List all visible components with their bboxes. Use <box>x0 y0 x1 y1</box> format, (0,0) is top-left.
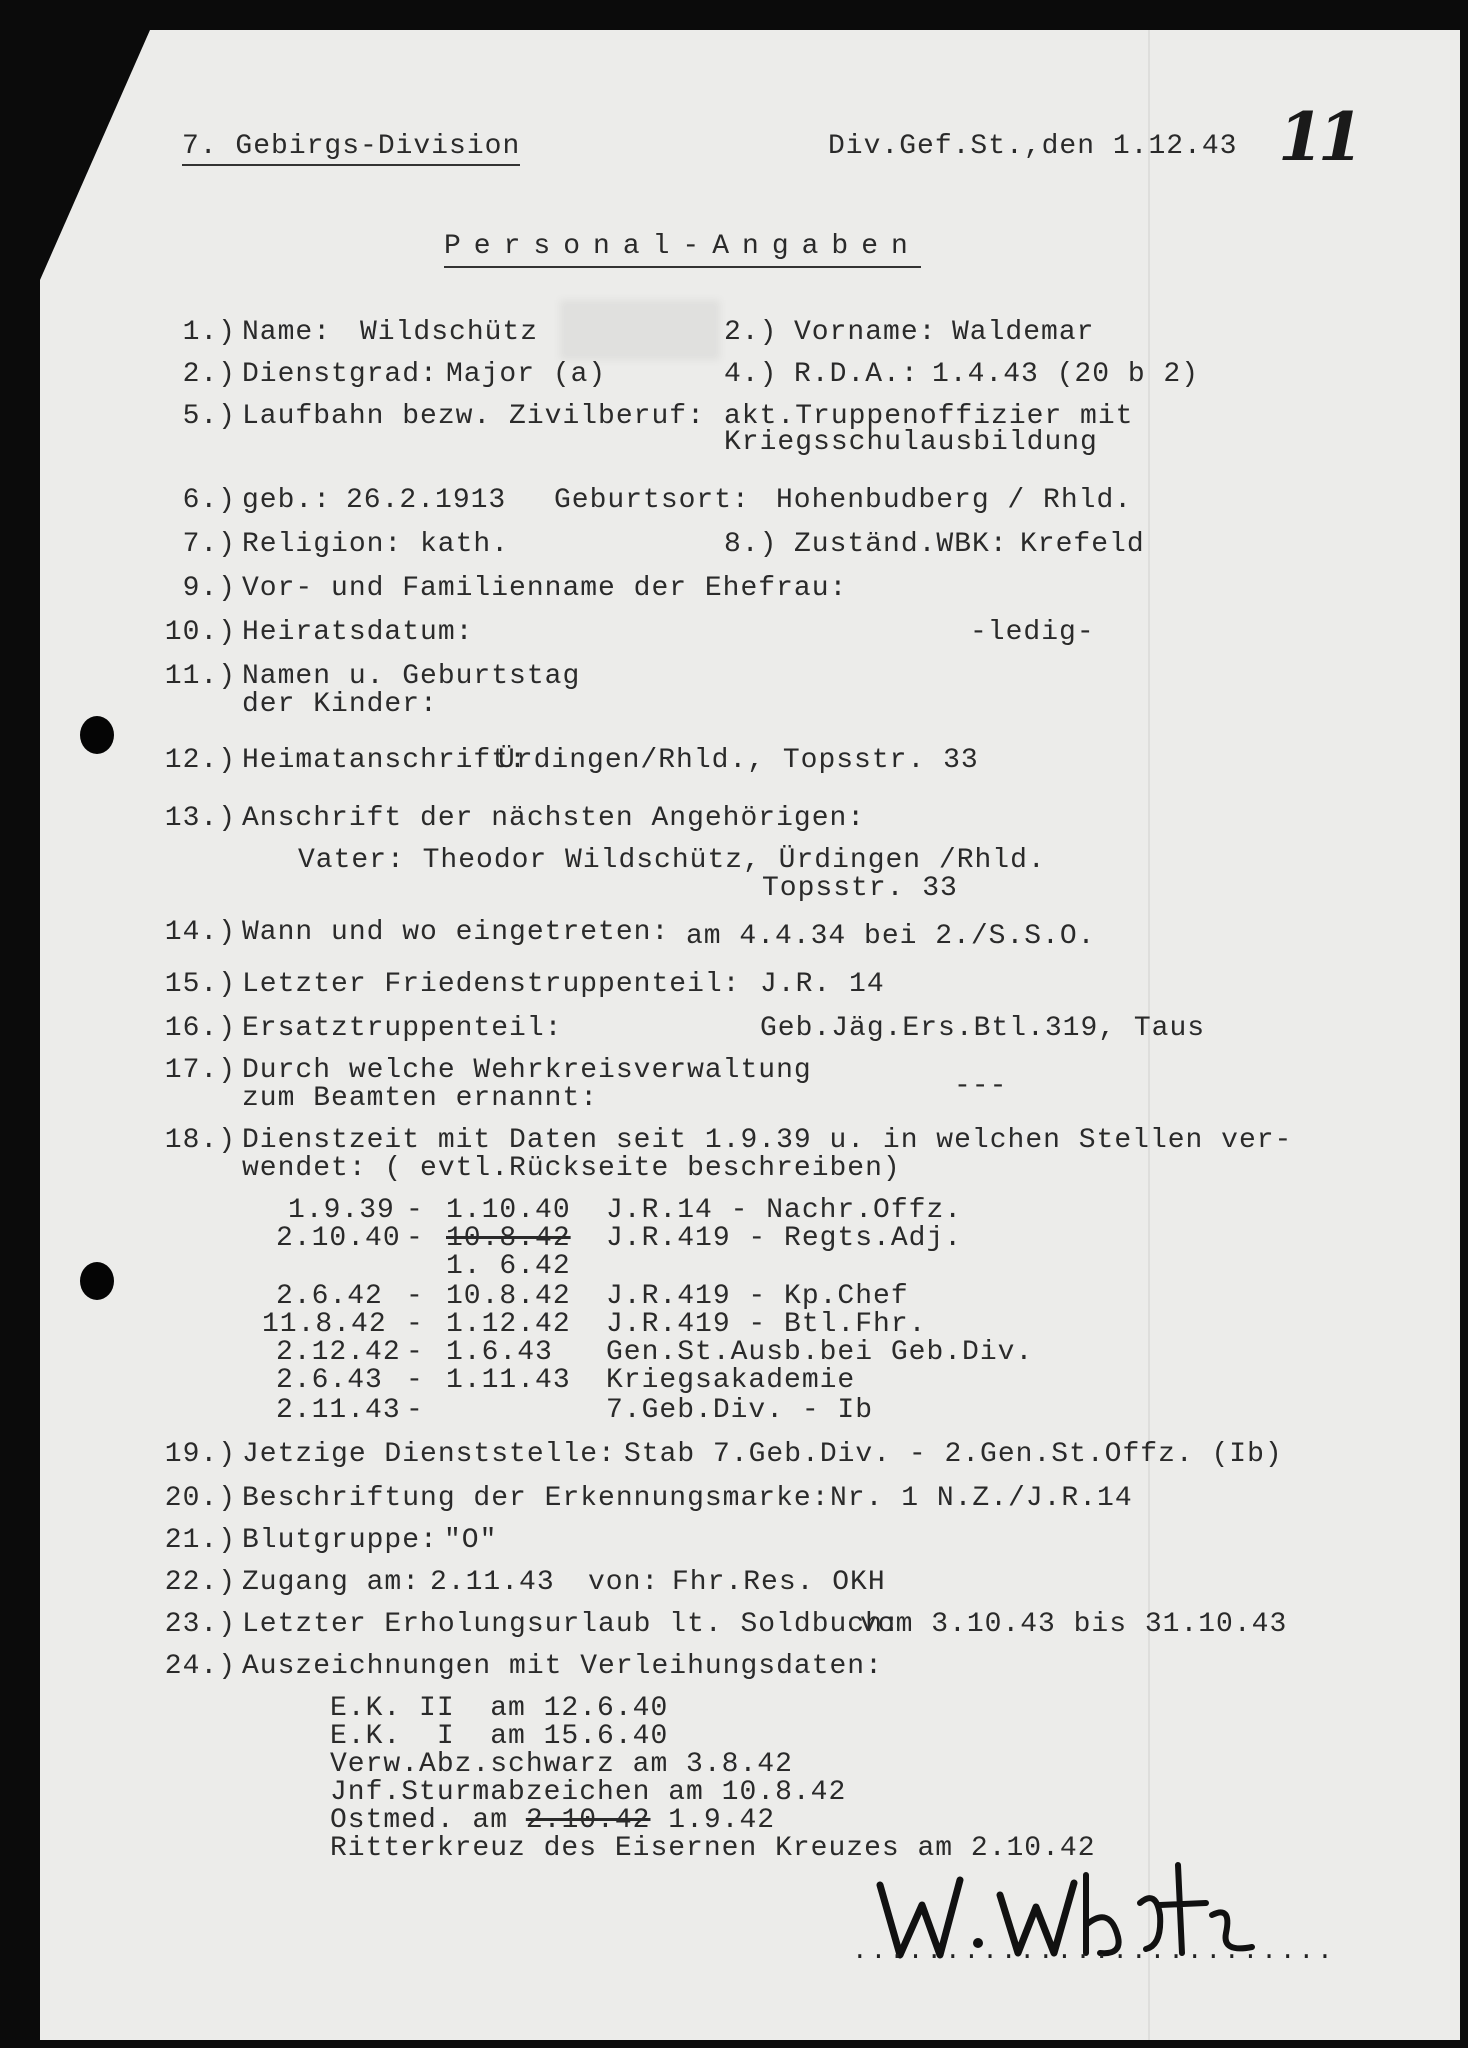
field-number: 9.) <box>182 573 236 604</box>
field-value: --- <box>954 1071 1008 1102</box>
field-label: Letzter Erholungsurlaub lt. Soldbuch: <box>242 1609 901 1640</box>
service-from: 2.10.40 <box>276 1223 401 1254</box>
service-to-struck: 10.8.42 <box>446 1223 571 1254</box>
field-label: Heiratsdatum: <box>242 617 474 648</box>
field-label: Vorname: <box>794 317 937 348</box>
field-label: der Kinder: <box>242 689 438 720</box>
field-number: 2.) <box>724 317 778 348</box>
field-number: 19.) <box>164 1439 236 1470</box>
field-label: Durch welche Wehrkreisverwaltung <box>242 1055 812 1086</box>
field-label: Zugang am: <box>242 1567 421 1598</box>
field-label: Blutgruppe: <box>242 1525 438 1556</box>
award-text: 1.9.42 <box>650 1805 776 1836</box>
field-label: geb.: <box>242 485 332 516</box>
field-value: Waldemar <box>952 317 1095 348</box>
field-number: 10.) <box>164 617 236 648</box>
field-number: 5.) <box>182 401 236 432</box>
field-label: Anschrift der nächsten Angehörigen: <box>242 803 866 834</box>
service-dash: - <box>406 1309 424 1340</box>
award-struck-date: 2.10.42 <box>525 1805 651 1836</box>
service-unit: J.R.419 - Kp.Chef <box>606 1281 909 1312</box>
field-value: Vater: Theodor Wildschütz, Ürdingen /Rhld. <box>298 845 1046 876</box>
field-value: 2.11.43 <box>430 1567 555 1598</box>
field-label: Ersatztruppenteil: <box>242 1013 563 1044</box>
field-number: 4.) <box>724 359 778 390</box>
field-label: Jetzige Dienststelle: <box>242 1439 616 1470</box>
field-number: 14.) <box>164 917 236 948</box>
field-label: Beschriftung der Erkennungsmarke: <box>242 1483 830 1514</box>
punch-hole-bottom <box>80 1262 114 1300</box>
field-value: vom 3.10.43 bis 31.10.43 <box>860 1609 1288 1640</box>
faded-stamp <box>560 300 720 360</box>
service-from: 2.12.42 <box>276 1337 401 1368</box>
service-dash: - <box>406 1395 424 1426</box>
service-dash: - <box>406 1337 424 1368</box>
field-label: Wann und wo eingetreten: <box>242 917 670 948</box>
field-value: Hohenbudberg / Rhld. <box>776 485 1133 516</box>
service-unit: J.R.419 - Btl.Fhr. <box>606 1309 927 1340</box>
service-dash: - <box>406 1365 424 1396</box>
field-number: 23.) <box>164 1609 236 1640</box>
service-unit: J.R.14 - Nachr.Offz. <box>606 1195 963 1226</box>
field-label: Letzter Friedenstruppenteil: <box>242 969 741 1000</box>
service-unit: Gen.St.Ausb.bei Geb.Div. <box>606 1337 1034 1368</box>
service-to: 1.12.42 <box>446 1309 571 1340</box>
field-value: 26.2.1913 <box>346 485 507 516</box>
service-to: 1.11.43 <box>446 1365 571 1396</box>
award-item: Jnf.Sturmabzeichen am 10.8.42 <box>330 1777 847 1808</box>
field-number: 17.) <box>164 1055 236 1086</box>
service-to: 1.6.43 <box>446 1337 553 1368</box>
field-number: 20.) <box>164 1483 236 1514</box>
field-number: 2.) <box>182 359 236 390</box>
field-value: am 4.4.34 bei 2./S.S.O. <box>686 921 1096 952</box>
field-value: 1.4.43 (20 b 2) <box>932 359 1200 390</box>
field-number: 11.) <box>164 661 236 692</box>
place-date: Div.Gef.St.,den 1.12.43 <box>828 131 1238 162</box>
service-unit: 7.Geb.Div. - Ib <box>606 1395 874 1426</box>
field-value: Wildschütz <box>360 317 539 348</box>
field-value: Kriegsschulausbildung <box>724 427 1098 458</box>
field-number: 13.) <box>164 803 236 834</box>
field-number: 6.) <box>182 485 236 516</box>
field-value: J.R. 14 <box>760 969 885 1000</box>
service-from: 2.6.42 <box>276 1281 383 1312</box>
field-label: von: <box>588 1567 660 1598</box>
field-number: 12.) <box>164 745 236 776</box>
award-item: E.K. I am 15.6.40 <box>330 1721 669 1752</box>
service-from: 11.8.42 <box>262 1309 387 1340</box>
field-label: Religion: <box>242 529 403 560</box>
field-label: R.D.A.: <box>794 359 919 390</box>
service-dash: - <box>406 1281 424 1312</box>
division-header: 7. Gebirgs-Division <box>182 132 520 166</box>
award-item <box>330 1806 775 1836</box>
field-value: -ledig- <box>970 617 1095 648</box>
signature-dotted-line: .......................... <box>852 1936 1336 1966</box>
field-number: 16.) <box>164 1013 236 1044</box>
field-value: Ürdingen/Rhld., Topsstr. 33 <box>498 745 979 776</box>
field-label: Geburtsort: <box>554 485 750 516</box>
service-unit: Kriegsakademie <box>606 1365 856 1396</box>
field-label: Name: <box>242 317 332 348</box>
service-from: 2.6.43 <box>276 1365 383 1396</box>
award-item: Ritterkreuz des Eisernen Kreuzes am 2.10.42 <box>330 1833 1096 1864</box>
field-number: 8.) <box>724 529 778 560</box>
punch-hole-top <box>80 716 114 754</box>
field-value: "O" <box>444 1525 498 1556</box>
field-value: Topsstr. 33 <box>762 873 958 904</box>
field-label: Laufbahn bezw. Zivilberuf: <box>242 401 705 432</box>
field-number: 21.) <box>164 1525 236 1556</box>
field-value: Geb.Jäg.Ers.Btl.319, Taus <box>760 1013 1206 1044</box>
field-value: Fhr.Res. OKH <box>672 1567 886 1598</box>
field-label: Auszeichnungen mit Verleihungsdaten: <box>242 1651 883 1682</box>
page-number: 11 <box>1278 98 1358 176</box>
field-value: kath. <box>420 529 510 560</box>
award-text: Ostmed. am <box>330 1805 526 1836</box>
service-to: 10.8.42 <box>446 1281 571 1312</box>
field-label: wendet: ( evtl.Rückseite beschreiben) <box>242 1153 901 1184</box>
field-value: Nr. 1 N.Z./J.R.14 <box>830 1483 1133 1514</box>
field-value: Major (a) <box>446 359 607 390</box>
service-from: 1.9.39 <box>288 1195 395 1226</box>
field-number: 24.) <box>164 1651 236 1682</box>
service-dash: - <box>406 1223 424 1254</box>
field-value: Stab 7.Geb.Div. - 2.Gen.St.Offz. (Ib) <box>624 1439 1283 1470</box>
field-value: akt.Truppenoffizier mit <box>724 401 1134 432</box>
field-number: 15.) <box>164 969 236 1000</box>
field-value: Krefeld <box>1020 529 1145 560</box>
service-dash: - <box>406 1195 424 1226</box>
field-label: Namen u. Geburtstag <box>242 661 581 692</box>
field-label: Heimatanschrift: <box>242 745 527 776</box>
field-number: 18.) <box>164 1125 236 1156</box>
field-label: Dienstgrad: <box>242 359 438 390</box>
field-label: Zuständ.WBK: <box>794 529 1008 560</box>
field-label: Vor- und Familienname der Ehefrau: <box>242 573 848 604</box>
field-number: 22.) <box>164 1567 236 1598</box>
field-number: 7.) <box>182 529 236 560</box>
service-from: 2.11.43 <box>276 1395 401 1426</box>
page-title: Personal-Angaben <box>444 232 921 268</box>
field-label: Dienstzeit mit Daten seit 1.9.39 u. in welchen Stellen ver- <box>242 1125 1293 1156</box>
field-label: zum Beamten ernannt: <box>242 1083 599 1114</box>
service-to: 1.10.40 <box>446 1195 571 1226</box>
award-item: E.K. II am 12.6.40 <box>330 1693 669 1724</box>
field-number: 1.) <box>182 317 236 348</box>
service-unit: J.R.419 - Regts.Adj. <box>606 1223 963 1254</box>
award-item: Verw.Abz.schwarz am 3.8.42 <box>330 1749 793 1780</box>
service-to-corrected: 1. 6.42 <box>446 1251 571 1282</box>
